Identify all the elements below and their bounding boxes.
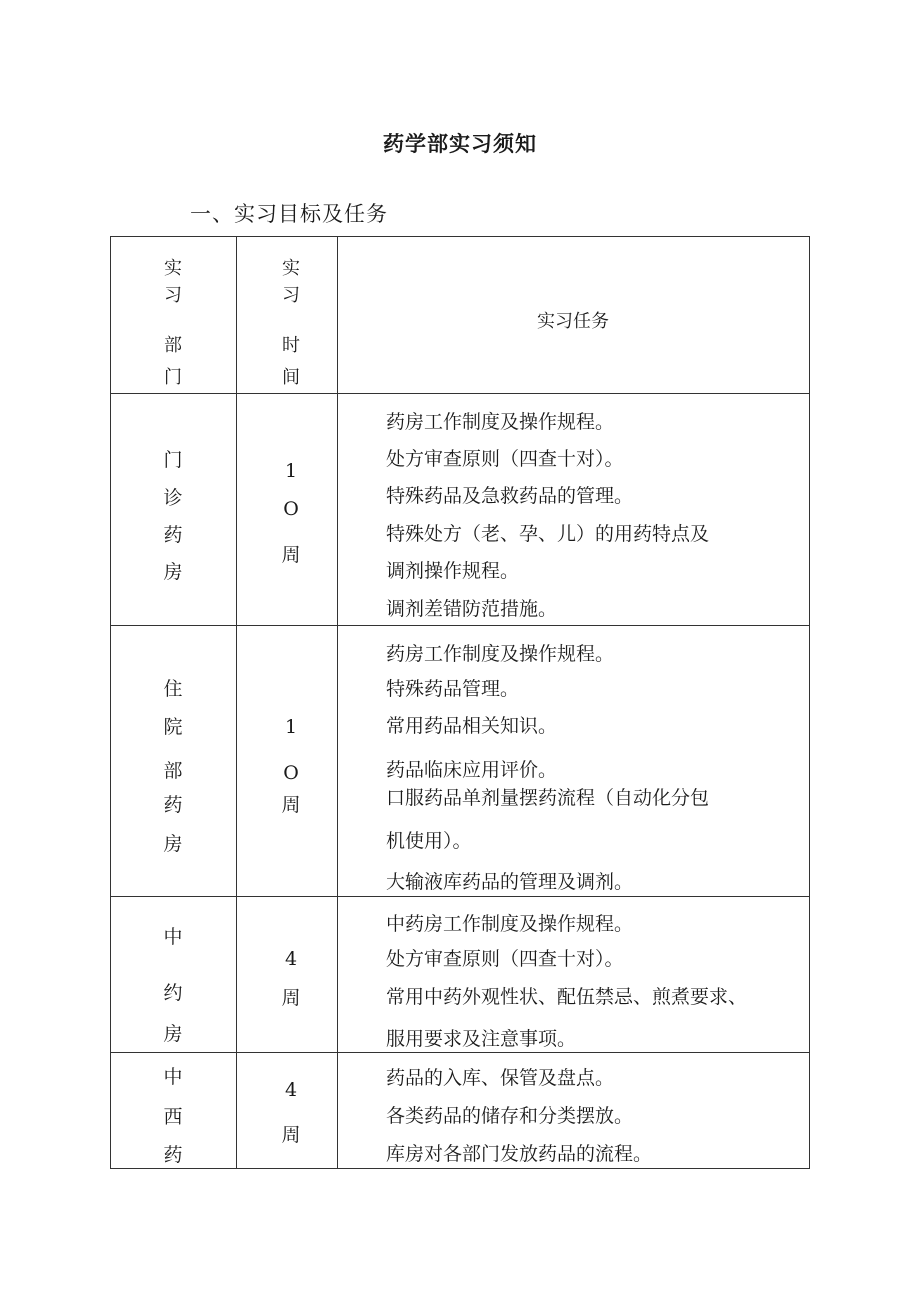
row2-department-char: 院: [163, 716, 183, 738]
row1-task: 调剂操作规程。: [386, 560, 520, 582]
row2-task: 特殊药品管理。: [386, 678, 520, 700]
row4-task: 药品的入库、保管及盘点。: [386, 1067, 615, 1089]
table-border-right: [809, 236, 810, 1169]
table-row-divider: [110, 393, 810, 394]
row2-duration-char: O: [283, 762, 299, 784]
header-duration-char: 习: [282, 285, 300, 306]
row2-task: 常用药品相关知识。: [386, 715, 558, 737]
row2-task: 药房工作制度及操作规程。: [386, 643, 615, 665]
header-duration-char: 时: [282, 335, 300, 356]
row2-duration-char: 1: [284, 716, 298, 738]
row3-task: 常用中药外观性状、配伍禁忌、煎煮要求、: [386, 986, 748, 1008]
row2-department-char: 药: [163, 794, 183, 816]
row2-task: 大输液库药品的管理及调剂。: [386, 871, 634, 893]
row3-department-char: 约: [163, 982, 183, 1004]
row1-duration-char: 1: [284, 460, 298, 482]
row2-department-char: 住: [163, 678, 183, 700]
table-row-divider: [110, 1052, 810, 1053]
table-row-divider: [110, 896, 810, 897]
row1-task: 特殊药品及急救药品的管理。: [386, 485, 634, 507]
page-title: 药学部实习须知: [383, 132, 537, 156]
header-tasks: 实习任务: [537, 311, 609, 332]
internship-table: [110, 236, 810, 1169]
row1-department-char: 门: [163, 449, 183, 471]
row4-task: 库房对各部门发放药品的流程。: [386, 1143, 653, 1165]
row3-task: 中药房工作制度及操作规程。: [386, 913, 634, 935]
row3-task: 处方审查原则（四查十对）。: [386, 948, 624, 970]
row3-duration-char: 周: [281, 987, 301, 1009]
row4-duration-char: 4: [284, 1079, 298, 1101]
header-department-char: 门: [164, 367, 182, 388]
table-col-divider: [337, 236, 338, 1169]
table-border-bottom: [110, 1168, 810, 1169]
row2-task: 口服药品单剂量摆药流程（自动化分包: [386, 787, 710, 809]
row4-duration-char: 周: [281, 1124, 301, 1146]
row4-department-char: 药: [163, 1144, 183, 1166]
table-border-top: [110, 236, 810, 237]
row3-duration-char: 4: [284, 948, 298, 970]
row1-department-char: 诊: [163, 487, 183, 509]
row4-task: 各类药品的储存和分类摆放。: [386, 1105, 634, 1127]
row1-task: 处方审查原则（四查十对）。: [386, 448, 624, 470]
header-duration-char: 实: [282, 258, 300, 279]
row1-task: 特殊处方（老、孕、儿）的用药特点及: [386, 523, 710, 545]
row3-task: 服用要求及注意事项。: [386, 1028, 577, 1050]
row1-task: 药房工作制度及操作规程。: [386, 411, 615, 433]
table-border-left: [110, 236, 111, 1169]
row1-duration-char: 周: [281, 544, 301, 566]
row4-department-char: 西: [163, 1106, 183, 1128]
header-department-char: 习: [164, 285, 182, 306]
row1-duration-char: O: [283, 498, 299, 520]
table-row-divider: [110, 625, 810, 626]
row2-duration-char: 周: [281, 794, 301, 816]
row2-department-char: 部: [163, 760, 183, 782]
section-heading: 一、实习目标及任务: [190, 202, 388, 226]
table-col-divider: [236, 236, 237, 1169]
row3-department-char: 中: [163, 926, 183, 948]
header-duration-char: 间: [282, 367, 300, 388]
row1-task: 调剂差错防范措施。: [386, 598, 558, 620]
row4-department-char: 中: [163, 1066, 183, 1088]
row1-department-char: 房: [163, 561, 183, 583]
row1-department-char: 药: [163, 524, 183, 546]
row2-task: 药品临床应用评价。: [386, 759, 558, 781]
row2-task: 机使用）。: [386, 830, 472, 852]
row3-department-char: 房: [163, 1023, 183, 1045]
header-department-char: 部: [164, 335, 182, 356]
row2-department-char: 房: [163, 833, 183, 855]
header-department-char: 实: [164, 258, 182, 279]
